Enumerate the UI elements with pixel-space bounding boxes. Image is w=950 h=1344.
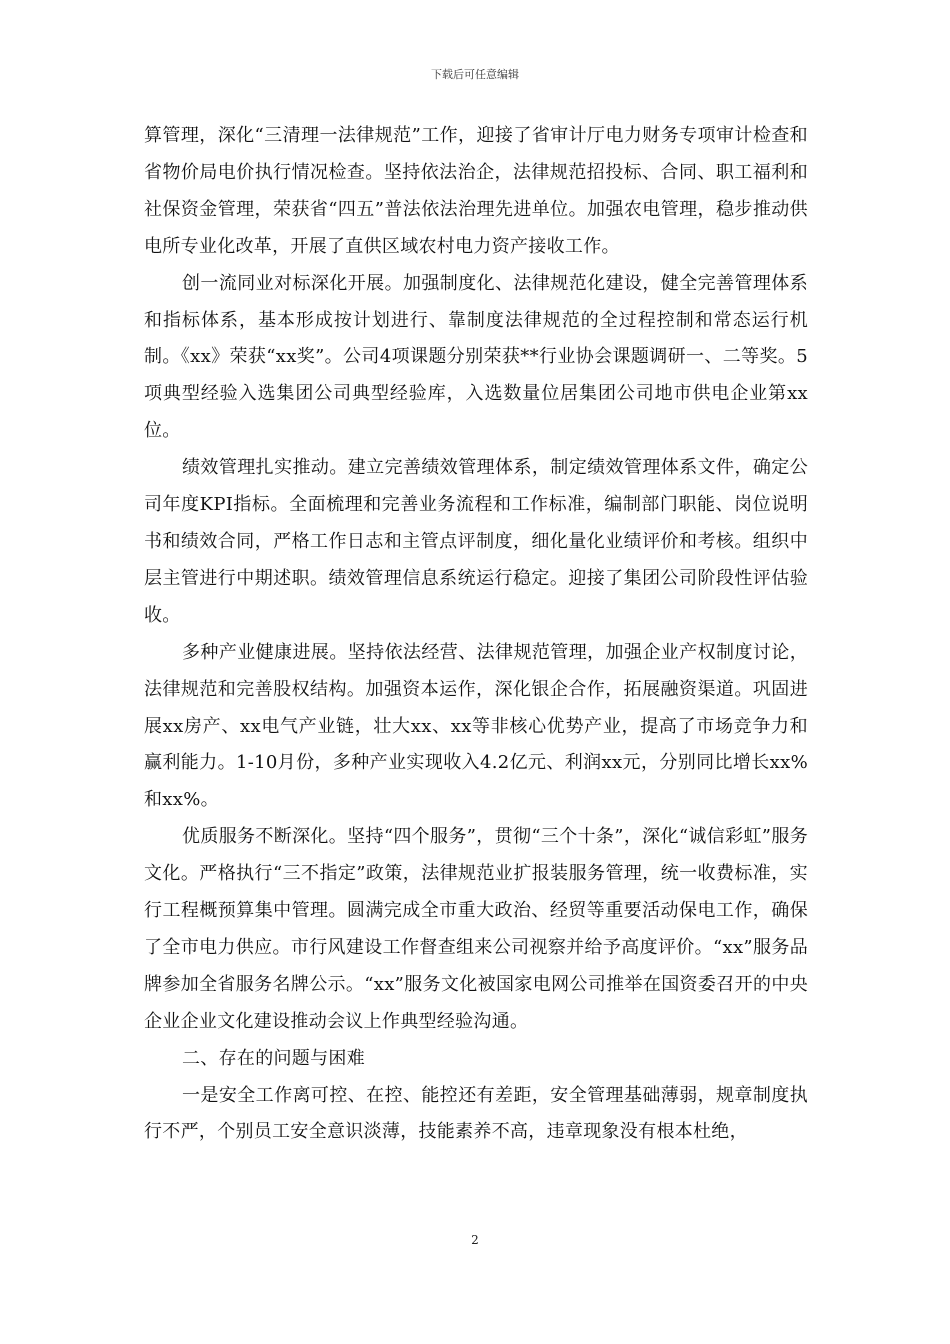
paragraph-continuation: 算管理，深化“三清理一法律规范”工作，迎接了省审计厅电力财务专项审计检查和省物价局电价执行情况检查。坚持依法治企，法律规范招投标、合同、职工福利和社保资金管理，荣获省“四五”普法依法治理先进单位。加强农电管理，稳步推动供电所专业化改革，开展了直供区域农村电力资产接收工作。 — [144, 125, 808, 257]
paragraph-safety-issues: 一是安全工作离可控、在控、能控还有差距，安全管理基础薄弱，规章制度执行不严，个别员工安全意识淡薄，技能素养不高，违章现象没有根本杜绝， — [144, 1084, 808, 1143]
document-body — [144, 118, 808, 1151]
section-heading-problems: 二、存在的问题与困难 — [182, 1047, 365, 1069]
paragraph-quality-service: 优质服务不断深化。坚持“四个服务”，贯彻“三个十条”，深化“诚信彩虹”服务文化。严格执行“三不指定”政策，法律规范业扩报装服务管理，统一收费标准，实行工程概预算集中管理。圆满完成全市重大政治、经贸等重要活动保电工作，确保了全市电力供应。市行风建设工作督查组来公司视察并给予高度评价。“xx”服务品牌参加全省服务名牌公示。“xx”服务文化被国家电网公司推举在国资委召开的中央企业企业文化建设推动会议上作典型经验沟通。 — [144, 826, 808, 1032]
page-header-note: 下载后可任意编辑 — [431, 68, 519, 81]
page-number: 2 — [471, 1233, 479, 1247]
paragraph-industries: 多种产业健康进展。坚持依法经营、法律规范管理，加强企业产权制度讨论，法律规范和完善股权结构。加强资本运作，深化银企合作，拓展融资渠道。巩固进展xx房产、xx电气产业链，壮大xx、xx等非核心优势产业，提高了市场竞争力和赢利能力。1-10月份，多种产业实现收入4.2亿元、利润xx元，分别同比增长xx%和xx%。 — [144, 641, 808, 811]
paragraph-benchmarking: 创一流同业对标深化开展。加强制度化、法律规范化建设，健全完善管理体系和指标体系，基本形成按计划进行、靠制度法律规范的全过程控制和常态运行机制。《xx》荣获“xx奖”。公司4项课题分别荣获**行业协会课题调研一、二等奖。5项典型经验入选集团公司典型经验库，入选数量位居集团公司地市供电企业第xx位。 — [144, 272, 808, 442]
paragraph-performance-management: 绩效管理扎实推动。建立完善绩效管理体系，制定绩效管理体系文件，确定公司年度KPI指标。全面梳理和完善业务流程和工作标准，编制部门职能、岗位说明书和绩效合同，严格工作日志和主管点评制度，细化量化业绩评价和考核。组织中层主管进行中期述职。绩效管理信息系统运行稳定。迎接了集团公司阶段性评估验收。 — [144, 457, 808, 626]
